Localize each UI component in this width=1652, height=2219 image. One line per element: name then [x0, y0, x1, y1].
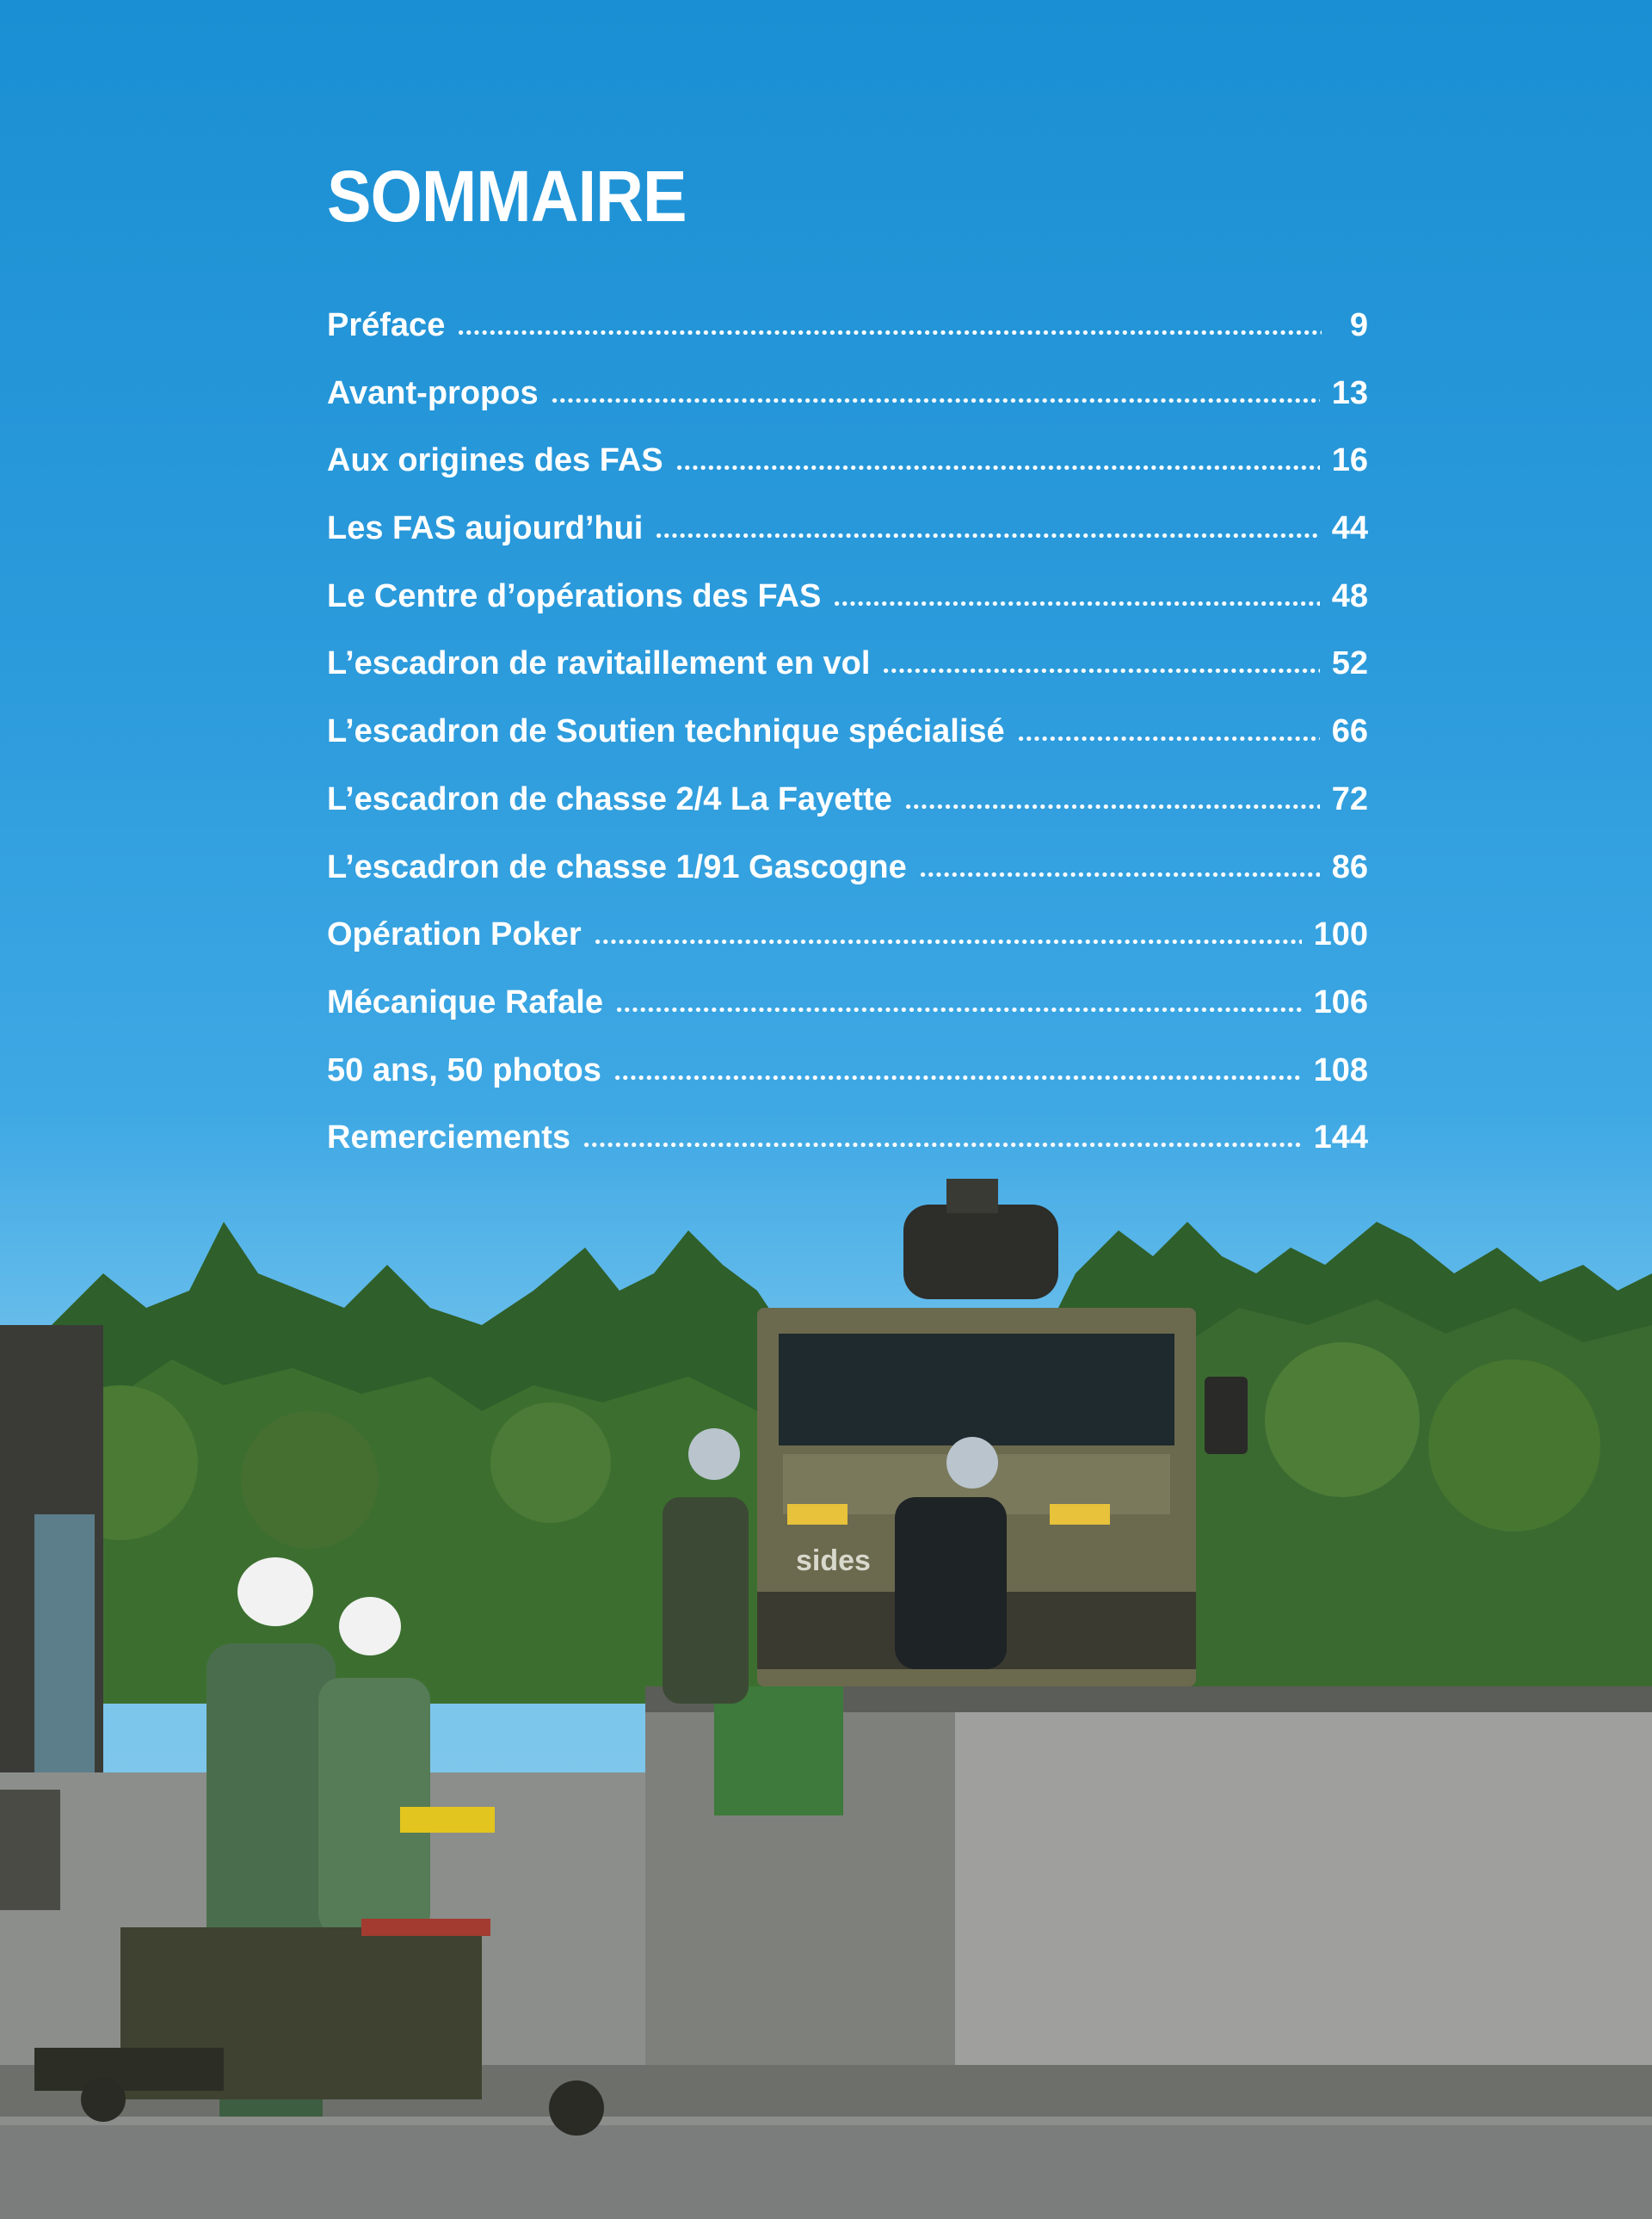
toc-entry-title: Préface: [327, 307, 446, 343]
toc-entry-title: Avant-propos: [327, 374, 539, 411]
toc-dot-leader: [551, 371, 1320, 404]
toc-dot-leader: [583, 1115, 1302, 1148]
toc-entry[interactable]: [327, 303, 1368, 371]
toc-entry-title: Opération Poker: [327, 916, 582, 953]
toc-entry-page-number: 44: [1331, 510, 1368, 547]
toc-entry-title: Le Centre d’opérations des FAS: [327, 577, 822, 614]
toc-entry[interactable]: [327, 912, 1368, 980]
toc-dot-leader: [675, 438, 1320, 471]
toc-entry[interactable]: [327, 980, 1368, 1048]
toc-entry-title: L’escadron de chasse 1/91 Gascogne: [327, 848, 907, 885]
toc-entry-title: Mécanique Rafale: [327, 983, 603, 1020]
toc-entry[interactable]: [327, 777, 1368, 845]
toc-entry-page-number: 9: [1349, 307, 1368, 343]
toc-entry-title: Aux origines des FAS: [327, 442, 663, 479]
toc-entry[interactable]: [327, 506, 1368, 574]
toc-entry-title: L’escadron de chasse 2/4 La Fayette: [327, 780, 892, 817]
toc-entry[interactable]: [327, 438, 1368, 506]
green-generator: [714, 1686, 843, 1815]
toc-dot-leader: [1017, 709, 1320, 742]
toc-entry-title: L’escadron de ravitaillement en vol: [327, 645, 871, 682]
toc-dot-leader: [655, 506, 1319, 539]
table-of-contents: [327, 303, 1368, 1183]
toc-entry-page-number: 16: [1331, 442, 1368, 479]
toc-entry-page-number: 106: [1313, 983, 1368, 1020]
toc-dot-leader: [613, 1048, 1302, 1081]
toc-entry-title: 50 ans, 50 photos: [327, 1051, 601, 1088]
toc-entry-page-number: 13: [1331, 374, 1368, 411]
toc-dot-leader: [457, 303, 1322, 336]
toc-entry[interactable]: [327, 1048, 1368, 1116]
toc-entry[interactable]: [327, 1115, 1368, 1183]
toc-dot-leader: [919, 845, 1320, 878]
toc-entry[interactable]: [327, 371, 1368, 439]
toc-entry-page-number: 86: [1331, 848, 1368, 885]
toc-dot-leader: [594, 912, 1302, 945]
toc-entry-title: L’escadron de Soutien technique spécialisé: [327, 713, 1005, 750]
truck-brand-text: sides: [796, 1544, 871, 1577]
toc-entry-title: Les FAS aujourd’hui: [327, 510, 644, 547]
toc-dot-leader: [882, 641, 1319, 674]
toc-entry[interactable]: [327, 845, 1368, 913]
toc-entry[interactable]: [327, 709, 1368, 777]
toc-entry-title: Remerciements: [327, 1119, 571, 1156]
tarmac: [0, 2125, 1652, 2219]
toc-entry-page-number: 144: [1313, 1119, 1368, 1156]
toc-dot-leader: [833, 574, 1319, 607]
toc-entry[interactable]: [327, 641, 1368, 709]
toc-entry[interactable]: [327, 574, 1368, 642]
toc-entry-page-number: 100: [1313, 916, 1368, 953]
toc-dot-leader: [615, 980, 1302, 1013]
toc-entry-page-number: 52: [1331, 645, 1368, 682]
toc-entry-page-number: 48: [1331, 577, 1368, 614]
toc-dot-leader: [904, 777, 1320, 810]
toc-entry-page-number: 108: [1313, 1051, 1368, 1088]
page-title: SOMMAIRE: [327, 156, 687, 237]
toc-entry-page-number: 72: [1331, 780, 1368, 817]
toc-entry-page-number: 66: [1331, 713, 1368, 750]
